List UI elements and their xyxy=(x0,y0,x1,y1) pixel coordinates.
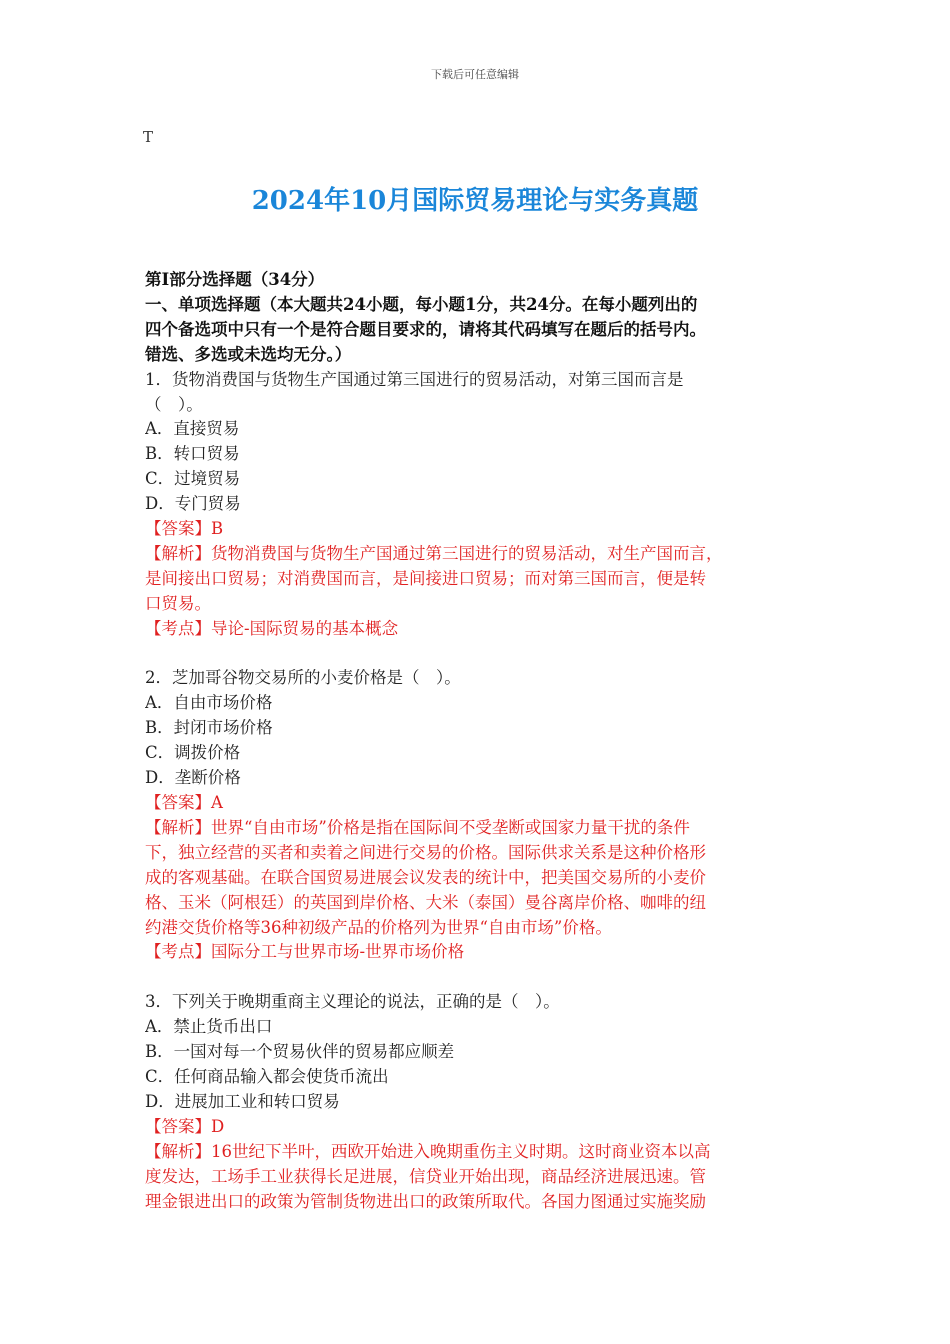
analysis-line: 【解析】世界“自由市场”价格是指在国际间不受垄断或国家力量干扰的条件 xyxy=(145,817,690,837)
header-note: 下载后可任意编辑 xyxy=(431,68,519,81)
spacer xyxy=(145,642,805,667)
question-stem: 3．下列关于晚期重商主义理论的说法，正确的是（ ）。 xyxy=(145,992,560,1012)
topic: 【考点】国际分工与世界市场-世界市场价格 xyxy=(145,942,465,962)
option-a: A．直接贸易 xyxy=(145,419,240,439)
option-a: A．自由市场价格 xyxy=(145,693,273,713)
analysis-line: 格、玉米（阿根廷）的英国到岸价格、大米（泰国）曼谷离岸价格、咖啡的纽 xyxy=(145,892,706,912)
question-stem: 2．芝加哥谷物交易所的小麦价格是（ ）。 xyxy=(145,668,461,688)
analysis-line: 成的客观基础。在联合国贸易进展会议发表的统计中，把美国交易所的小麦价 xyxy=(145,867,706,887)
topic: 【考点】导论-国际贸易的基本概念 xyxy=(145,618,399,638)
analysis-line: 口贸易。 xyxy=(145,593,211,613)
question-1 xyxy=(145,368,805,642)
analysis-line: 度发达，工场手工业获得长足进展，信贷业开始出现，商品经济进展迅速。管 xyxy=(145,1166,706,1186)
question-2 xyxy=(145,666,805,965)
analysis-line: 是间接出口贸易；对消费国而言，是间接进口贸易；而对第三国而言，便是转 xyxy=(145,568,706,588)
option-b: B．封闭市场价格 xyxy=(145,718,273,738)
answer: 【答案】D xyxy=(145,1116,225,1136)
analysis-line: 【解析】16世纪下半叶，西欧开始进入晚期重伤主义时期。这时商业资本以高 xyxy=(145,1141,711,1161)
option-b: B．转口贸易 xyxy=(145,444,240,464)
option-d: D．专门贸易 xyxy=(145,494,241,514)
option-c: C．任何商品输入都会使货币流出 xyxy=(145,1066,389,1086)
stray-mark: T xyxy=(143,128,154,146)
analysis-line: 理金银进出口的政策为管制货物进出口的政策所取代。各国力图通过实施奖励 xyxy=(145,1191,706,1211)
spacer xyxy=(145,965,805,990)
page-title: 2024年10月国际贸易理论与实务真题 xyxy=(251,186,699,216)
document-body xyxy=(145,268,805,1214)
analysis-line: 【解析】货物消费国与货物生产国通过第三国进行的贸易活动，对生产国而言， xyxy=(145,543,723,563)
analysis-line: 约港交货价格等36种初级产品的价格列为世界“自由市场”价格。 xyxy=(145,917,612,937)
option-c: C．调拨价格 xyxy=(145,743,241,763)
question-3 xyxy=(145,990,805,1214)
option-b: B．一国对每一个贸易伙伴的贸易都应顺差 xyxy=(145,1042,455,1062)
part-heading: 第Ⅰ部分选择题（34分） xyxy=(145,270,325,289)
option-d: D．进展加工业和转口贸易 xyxy=(145,1091,340,1111)
question-stem: （ ）。 xyxy=(145,394,203,414)
section-heading-line: 错选、多选或未选均无分。） xyxy=(145,344,352,364)
option-d: D．垄断价格 xyxy=(145,768,241,788)
section-heading-line: 四个备选项中只有一个是符合题目要求的，请将其代码填写在题后的括号内。 xyxy=(145,319,706,339)
answer: 【答案】B xyxy=(145,519,224,539)
option-a: A．禁止货币出口 xyxy=(145,1017,273,1037)
option-c: C．过境贸易 xyxy=(145,469,241,489)
analysis-line: 下，独立经营的买者和卖着之间进行交易的价格。国际供求关系是这种价格形 xyxy=(145,842,706,862)
question-stem: 1．货物消费国与货物生产国通过第三国进行的贸易活动，对第三国而言是 xyxy=(145,369,684,389)
section-heading-line: 一、单项选择题（本大题共24小题，每小题1分，共24分。在每小题列出的 xyxy=(145,294,698,314)
answer: 【答案】A xyxy=(145,793,223,813)
